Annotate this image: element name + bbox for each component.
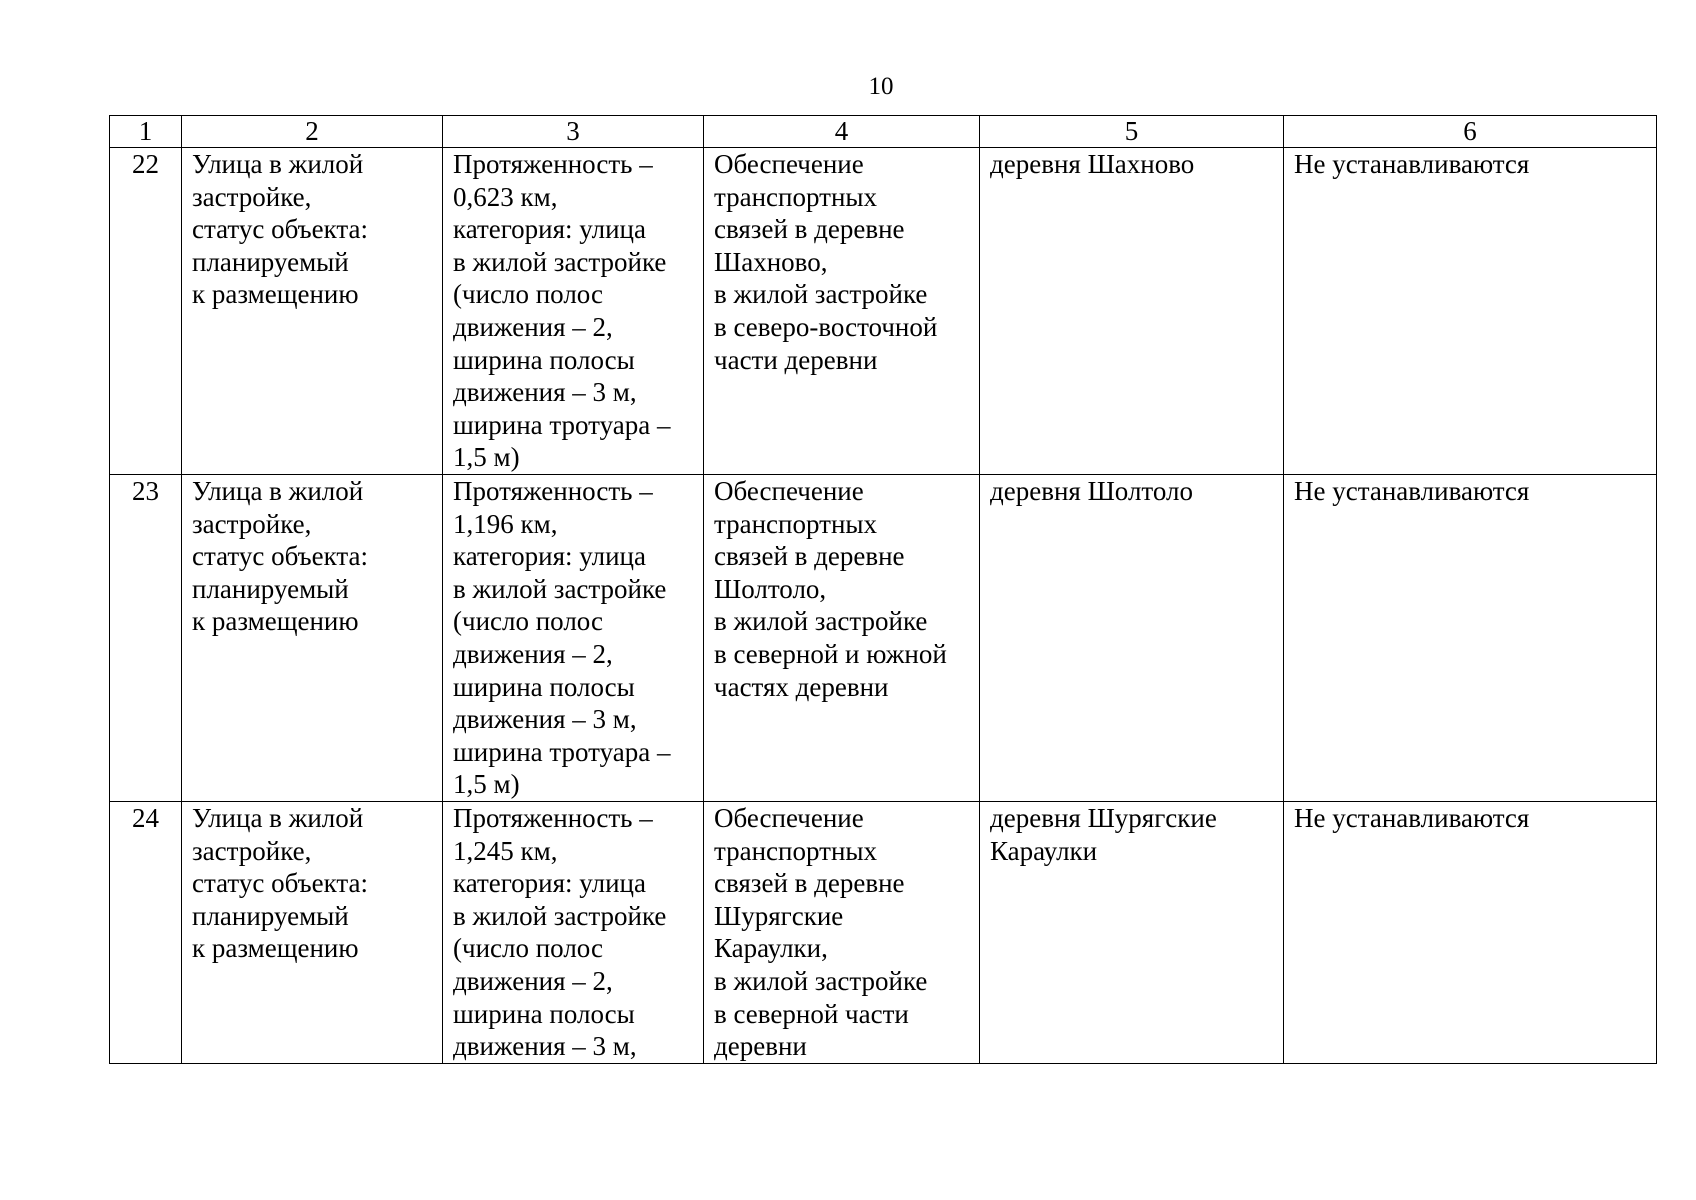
purpose-cell: Обеспечение транспортных связей в деревне Шахново, в жилой застройке в северо-восточной части деревни — [704, 148, 980, 475]
column-header: 5 — [980, 116, 1284, 148]
object-name-cell: Улица в жилой застройке, статус объекта: планируемый к размещению — [182, 475, 443, 802]
purpose-cell: Обеспечение транспортных связей в деревне Шолтоло, в жилой застройке в северной и южной частях деревни — [704, 475, 980, 802]
location-cell: деревня Шолтоло — [980, 475, 1284, 802]
page-number: 10 — [868, 73, 894, 100]
column-header: 3 — [443, 116, 704, 148]
row-number: 22 — [110, 148, 182, 475]
column-header: 1 — [110, 116, 182, 148]
row-number: 23 — [110, 475, 182, 802]
table-row — [110, 475, 1657, 802]
objects-table — [109, 115, 1657, 1064]
location-cell: деревня Шурягские Караулки — [980, 802, 1284, 1064]
characteristics-cell: Протяженность – 1,196 км, категория: улица в жилой застройке (число полос движения – 2, ширина полосы движения – 3 м, ширина тротуара – 1,5 м) — [443, 475, 704, 802]
table-row — [110, 802, 1657, 1064]
table-row — [110, 148, 1657, 475]
column-header: 6 — [1284, 116, 1657, 148]
zones-cell: Не устанавливаются — [1284, 802, 1657, 1064]
column-header: 2 — [182, 116, 443, 148]
object-name-cell: Улица в жилой застройке, статус объекта: планируемый к размещению — [182, 148, 443, 475]
location-cell: деревня Шахново — [980, 148, 1284, 475]
purpose-cell: Обеспечение транспортных связей в деревне Шурягские Караулки, в жилой застройке в северной части деревни — [704, 802, 980, 1064]
zones-cell: Не устанавливаются — [1284, 475, 1657, 802]
characteristics-cell: Протяженность – 1,245 км, категория: улица в жилой застройке (число полос движения – 2, ширина полосы движения – 3 м, — [443, 802, 704, 1064]
object-name-cell: Улица в жилой застройке, статус объекта: планируемый к размещению — [182, 802, 443, 1064]
characteristics-cell: Протяженность – 0,623 км, категория: улица в жилой застройке (число полос движения – 2, ширина полосы движения – 3 м, ширина тротуара – 1,5 м) — [443, 148, 704, 475]
zones-cell: Не устанавливаются — [1284, 148, 1657, 475]
row-number: 24 — [110, 802, 182, 1064]
table-header-row — [110, 116, 1657, 148]
column-header: 4 — [704, 116, 980, 148]
